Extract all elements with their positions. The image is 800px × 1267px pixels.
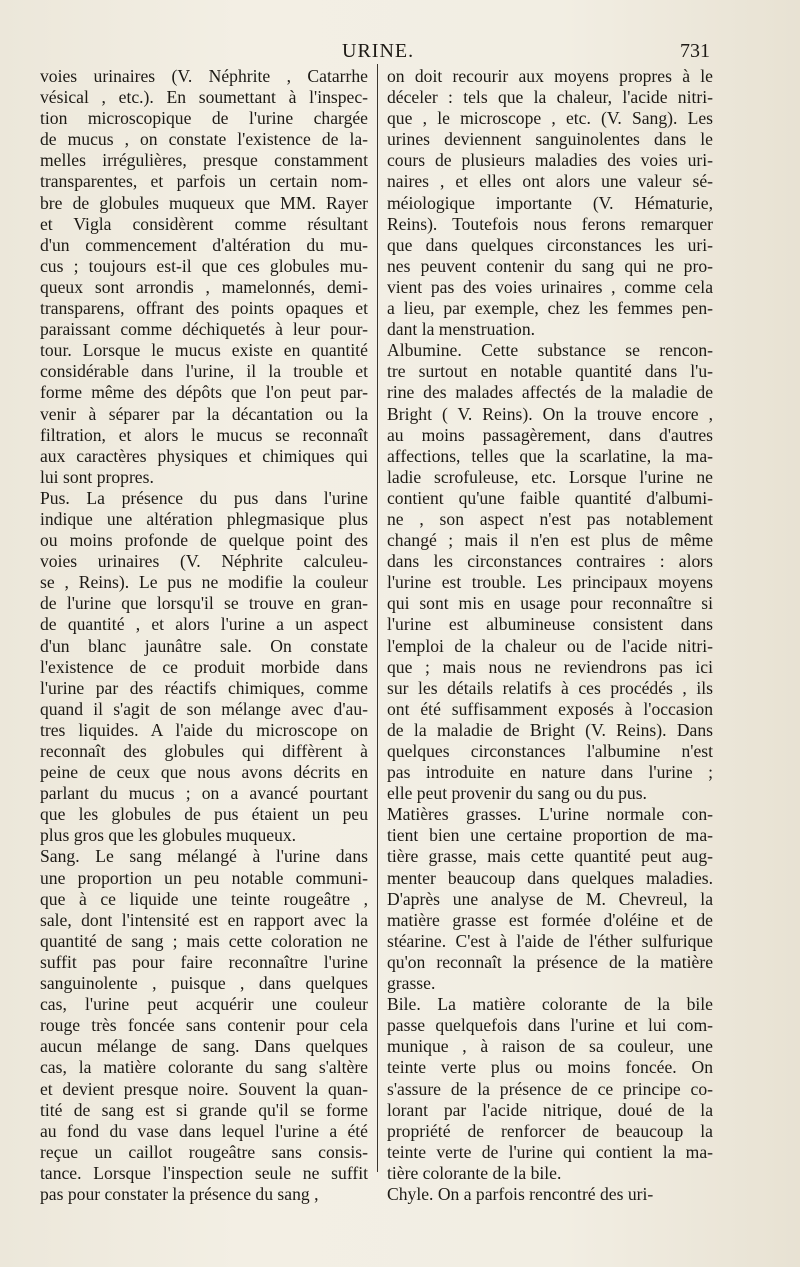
text-line: grasse.: [387, 973, 436, 994]
text-line: indique une altération phlegmasique plus: [40, 508, 368, 529]
text-line: d'un blanc jaunâtre sale. On constate: [40, 635, 368, 656]
text-line: s'assure de la présence de ce principe co-: [387, 1078, 713, 1099]
text-line: l'existence de ce produit morbide dans: [40, 656, 368, 677]
text-line: tité de sang est si grande qu'il se forme: [40, 1099, 368, 1120]
text-line: ou moins profonde de quelque point des: [40, 530, 368, 551]
text-line: matière grasse est formée d'oléine et de: [387, 909, 713, 930]
text-line: contient qu'une faible quantité d'albumi-: [387, 487, 713, 508]
text-line: teinte verte plus ou moins foncée. On: [387, 1057, 713, 1078]
text-line: aucun mélange de sang. Dans quelques: [40, 1036, 368, 1057]
text-line: melles irrégulières, presque constamment: [40, 150, 368, 171]
text-line: reçue un caillot rougeâtre sans consis-: [40, 1141, 368, 1162]
text-line: lorant par l'acide nitrique, doué de la: [387, 1099, 713, 1120]
text-line: vésical , etc.). En soumettant à l'inspec-: [40, 87, 368, 108]
text-line: nes peuvent contenir du sang qui ne pro-: [387, 255, 713, 276]
text-line: parlant du mucus ; on a avancé pourtant: [40, 783, 368, 804]
text-line: vient pas des voies urinaires , comme cela: [387, 276, 713, 297]
page-number: 731: [680, 40, 710, 62]
text-line: D'après une analyse de M. Chevreul, la: [387, 888, 713, 909]
text-line: de l'urine que lorsqu'il se trouve en gran-: [40, 593, 368, 614]
text-line: venir à séparer par la décantation ou la: [40, 403, 368, 424]
text-line: a lieu, par exemple, chez les femmes pen-: [387, 298, 713, 319]
text-line: au moins passagèrement, dans d'autres: [387, 424, 713, 445]
running-title: URINE.: [342, 40, 415, 62]
text-line: menter beaucoup dans quelques maladies.: [387, 867, 713, 888]
text-line: peine de ceux que nous avons décrits en: [40, 762, 368, 783]
text-line: l'urine est trouble. Les principaux moyens: [387, 572, 713, 593]
text-line: qu'on reconnaît la présence de la matière: [387, 951, 713, 972]
text-line: propriété de renforcer de beaucoup la: [387, 1120, 713, 1141]
text-line: lui sont propres.: [40, 466, 154, 487]
text-line: ne , son aspect n'est pas notablement: [387, 508, 713, 529]
text-line: de la maladie de Bright (V. Reins). Dans: [387, 719, 713, 740]
text-line: naires , et elles ont alors une valeur sé-: [387, 171, 713, 192]
text-line: tres liquides. A l'aide du microscope on: [40, 719, 368, 740]
text-line: reconnaît des globules qui diffèrent à: [40, 741, 368, 761]
text-line: au fond du vase dans lequel l'urine a été: [40, 1120, 368, 1141]
text-line: pas introduite en nature dans l'urine ;: [387, 762, 713, 783]
text-line: quantité de sang ; mais cette coloration ne: [40, 930, 368, 951]
text-line: voies urinaires (V. Néphrite calculeu-: [40, 551, 368, 572]
text-line: cas, l'urine peut acquérir une couleur: [40, 994, 368, 1015]
text-line: munique , à raison de sa couleur, une: [387, 1036, 713, 1057]
text-line: plus gros que les globules muqueux.: [40, 825, 297, 846]
text-line: Sang. Le sang mélangé à l'urine dans: [40, 846, 368, 867]
text-line: transparens, offrant des points opaques et: [40, 298, 368, 319]
text-line: d'un commencement d'altération du mu-: [40, 234, 368, 255]
text-line: et devient presque noire. Souvent la quan-: [40, 1078, 368, 1099]
left-column: [40, 66, 368, 1205]
text-line: transparentes, et parfois un certain nom-: [40, 171, 368, 192]
text-line: Pus. La présence du pus dans l'urine: [40, 487, 368, 508]
text-line: Chyle. On a parfois rencontré des uri-: [387, 1183, 654, 1204]
text-line: se , Reins). Le pus ne modifie la couleur: [40, 572, 368, 593]
text-line: sanguinolente , puisque , dans quelques: [40, 973, 368, 994]
text-line: passe quelquefois dans l'urine et lui com-: [387, 1015, 713, 1036]
text-line: l'emploi de la chaleur ou de l'acide nitri-: [387, 635, 713, 656]
text-line: tient bien une certaine proportion de ma-: [387, 825, 713, 846]
text-line: que à ce liquide une teinte rougeâtre ,: [40, 888, 368, 909]
text-line: sur les détails relatifs à ces procédés , ils: [387, 677, 713, 698]
text-line: tance. Lorsque l'inspection seule ne suffit: [40, 1162, 368, 1183]
text-line: une proportion un peu notable communi-: [40, 867, 368, 888]
column-rule: [377, 64, 378, 1172]
text-line: quand il s'agit de son mélange avec d'au-: [40, 698, 368, 719]
text-line: tour. Lorsque le mucus existe en quantité: [40, 340, 368, 361]
text-line: méiologique importante (V. Hématurie,: [387, 192, 713, 213]
text-line: de mucus , on constate l'existence de la-: [40, 129, 368, 150]
text-line: déceler : tels que la chaleur, l'acide nitri-: [387, 87, 713, 108]
text-line: que les globules de pus étaient un peu: [40, 804, 368, 825]
right-column: [387, 66, 713, 1205]
text-line: dant la menstruation.: [387, 319, 536, 340]
text-line: cus ; toujours est-il que ces globules mu-: [40, 255, 368, 276]
text-line: qui sont mis en usage pour reconnaître si: [387, 593, 713, 614]
text-line: et Vigla considèrent comme résultant: [40, 213, 368, 234]
text-line: queux sont arrondis , mamelonnés, demi-: [40, 276, 368, 297]
text-line: tion microscopique de l'urine chargée: [40, 108, 368, 129]
text-line: ont été suffisamment exposés à l'occasion: [387, 698, 713, 719]
text-line: bre de globules muqueux que MM. Rayer: [40, 192, 368, 213]
text-line: tière grasse, mais cette quantité peut aug-: [387, 846, 713, 867]
text-line: l'urine est albumineuse consistent dans: [387, 614, 713, 635]
text-line: que , le microscope , etc. (V. Sang). Les: [387, 108, 713, 129]
text-line: elle peut provenir du sang ou du pus.: [387, 783, 647, 804]
text-line: pas pour constater la présence du sang ,: [40, 1183, 319, 1204]
text-line: teinte verte de l'urine qui contient la ma-: [387, 1141, 713, 1162]
text-line: aux caractères physiques et chimiques qui: [40, 445, 368, 466]
text-line: Bile. La matière colorante de la bile: [387, 994, 713, 1015]
text-line: que ; mais nous ne reviendrons pas ici: [387, 656, 713, 677]
text-line: rouge très foncée sans contenir pour cela: [40, 1015, 368, 1036]
text-line: urines deviennent sanguinolentes dans le: [387, 129, 713, 150]
text-line: affections, telles que la scarlatine, la ma-: [387, 445, 713, 466]
text-line: quelques circonstances l'albumine n'est: [387, 741, 713, 761]
text-line: Bright ( V. Reins). On la trouve encore ,: [387, 403, 713, 424]
running-head: [0, 40, 800, 66]
text-line: voies urinaires (V. Néphrite , Catarrhe: [40, 66, 368, 86]
text-line: cours de plusieurs maladies des voies uri-: [387, 150, 713, 171]
text-line: tre surtout en notable quantité dans l'u-: [387, 361, 713, 382]
text-line: changé ; mais il n'en est plus de même: [387, 530, 713, 551]
text-line: suffit pas pour faire reconnaître l'urine: [40, 951, 368, 972]
text-line: tière colorante de la bile.: [387, 1162, 562, 1183]
text-line: on doit recourir aux moyens propres à le: [387, 66, 713, 86]
text-line: que dans quelques circonstances les uri-: [387, 234, 713, 255]
text-line: considérable dans l'urine, il la trouble et: [40, 361, 368, 382]
text-line: dans les circonstances contraires : alors: [387, 551, 713, 572]
text-line: Reins). Toutefois nous ferons remarquer: [387, 213, 713, 234]
text-line: Albumine. Cette substance se rencon-: [387, 340, 713, 361]
text-line: stéarine. C'est à l'aide de l'éther sulfurique: [387, 930, 713, 951]
text-line: cas, la matière colorante du sang s'altère: [40, 1057, 368, 1078]
text-line: forme même des dépôts que l'on peut par-: [40, 382, 368, 403]
text-line: ladie scrofuleuse, etc. Lorsque l'urine ne: [387, 466, 713, 487]
text-line: de quantité , et alors l'urine a un aspect: [40, 614, 368, 635]
text-line: rine des malades affectés de la maladie de: [387, 382, 713, 403]
text-line: l'urine par des réactifs chimiques, comme: [40, 677, 368, 698]
text-line: Matières grasses. L'urine normale con-: [387, 804, 713, 825]
text-line: paraissant comme déchiquetés à leur pour-: [40, 319, 368, 340]
text-line: sale, dont l'intensité est en rapport avec la: [40, 909, 368, 930]
text-line: filtration, et alors le mucus se reconnaît: [40, 424, 368, 445]
